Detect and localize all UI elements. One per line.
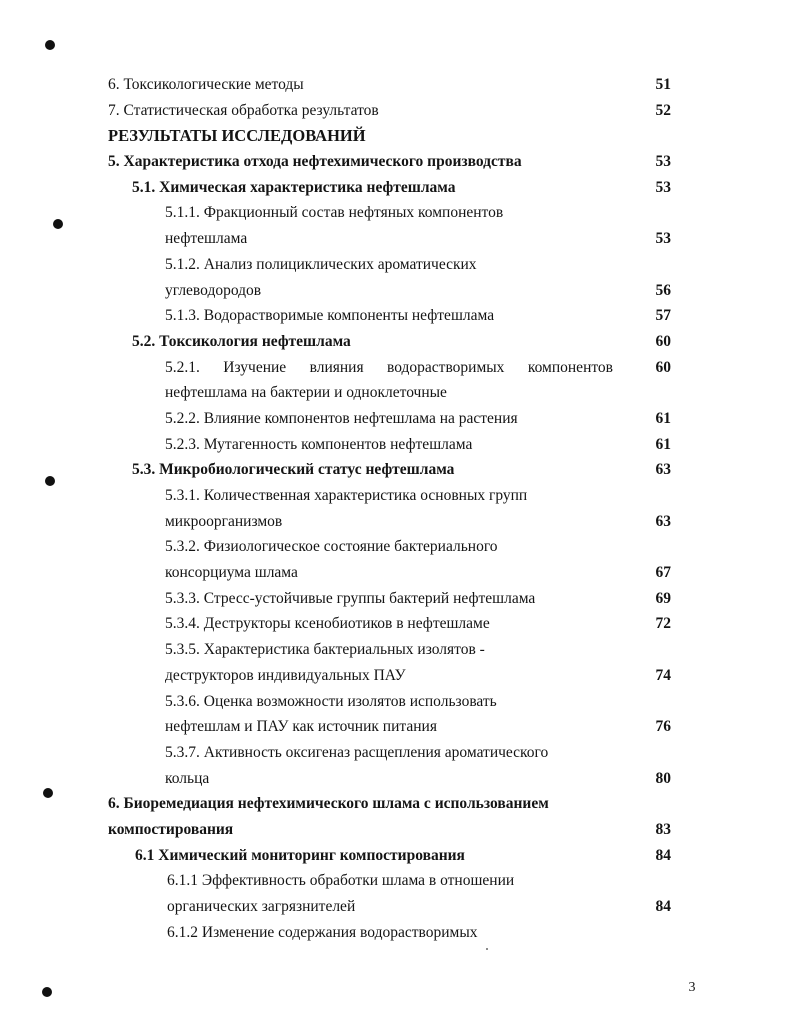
- toc-entry-page: 60: [655, 358, 671, 376]
- toc-entry-title: 5.1.2. Анализ полициклических ароматических: [165, 255, 477, 273]
- toc-entry: [0, 611, 797, 637]
- toc-entry: [0, 457, 797, 483]
- toc-entry-title: 6. Токсикологические методы: [108, 76, 304, 93]
- toc-entry-continuation: [0, 663, 797, 689]
- toc-entry-page: 60: [655, 332, 671, 350]
- toc-entry-title: кольца: [165, 769, 210, 787]
- toc-entry-page: 67: [655, 564, 671, 582]
- toc-entry-continuation: [0, 226, 797, 252]
- toc-entry-page: 74: [655, 666, 671, 684]
- toc-entry-title: 5.3.7. Активность оксигеназ расщепления ароматического: [165, 743, 549, 761]
- toc-entry-page: 56: [655, 281, 671, 299]
- toc-entry-page: 61: [655, 409, 671, 427]
- toc-entry-title: 5.3. Микробиологический статус нефтешлама: [132, 461, 455, 479]
- toc-entry: [0, 303, 797, 329]
- toc-entry-title: 5. Характеристика отхода нефтехимического производства: [108, 153, 522, 171]
- toc-entry-continuation: [0, 278, 797, 304]
- toc-entry-continuation: [0, 817, 797, 843]
- toc-entry: [0, 586, 797, 612]
- toc-entry-page: 63: [655, 461, 671, 479]
- toc-entry-continuation: [0, 380, 797, 406]
- toc-entry-continuation: [0, 560, 797, 586]
- toc-entry-title: 6.1 Химический мониторинг компостирования: [135, 846, 465, 864]
- toc-entry-page: 76: [655, 718, 671, 736]
- toc-entry-continuation: [0, 766, 797, 792]
- toc-entry-page: 72: [655, 615, 671, 633]
- toc-entry-title: 5.2.1. Изучение влияния водорастворимых компонентов: [165, 358, 613, 376]
- table-of-contents: [0, 72, 797, 945]
- toc-entry-title: компостирования: [108, 820, 234, 838]
- toc-entry-title: 5.3.6. Оценка возможности изолятов использовать: [165, 692, 497, 710]
- toc-entry: [0, 534, 797, 560]
- toc-entry: [0, 740, 797, 766]
- toc-entry-title: 6. Биоремедиация нефтехимического шлама с использованием: [108, 795, 549, 813]
- toc-entry-page: 84: [655, 846, 671, 864]
- toc-section-heading: [0, 123, 797, 149]
- toc-entry: [0, 329, 797, 355]
- toc-entry-title: 5.1.3. Водорастворимые компоненты нефтешлама: [165, 307, 495, 325]
- toc-entry: [0, 252, 797, 278]
- toc-entry-title: 5.3.5. Характеристика бактериальных изолятов -: [165, 641, 485, 659]
- toc-entry: [0, 175, 797, 201]
- toc-entry: [0, 637, 797, 663]
- toc-entry-title: 5.2.3. Мутагенность компонентов нефтешлама: [165, 435, 473, 453]
- toc-entry: [0, 791, 797, 817]
- toc-entry: [0, 406, 797, 432]
- toc-entry-page: 51: [655, 76, 671, 93]
- page-number: 3: [688, 980, 696, 995]
- toc-entry-page: 61: [655, 435, 671, 453]
- toc-entry-title: 5.2. Токсикология нефтешлама: [132, 332, 351, 350]
- toc-entry-title: РЕЗУЛЬТАТЫ ИССЛЕДОВАНИЙ: [108, 126, 366, 146]
- toc-entry-title: 5.3.1. Количественная характеристика основных групп: [165, 487, 528, 504]
- toc-entry: [0, 868, 797, 894]
- toc-entry-page: 53: [655, 230, 671, 248]
- toc-entry-continuation: [0, 714, 797, 740]
- toc-entry-page: 52: [655, 101, 671, 119]
- toc-entry-page: 53: [655, 153, 671, 171]
- toc-entry-continuation: [0, 509, 797, 535]
- toc-entry-page: 69: [655, 589, 671, 607]
- toc-entry: [0, 483, 797, 509]
- toc-entry-title: 5.3.3. Стресс-устойчивые группы бактерий нефтешлама: [165, 589, 536, 607]
- toc-entry-title: 5.3.4. Деструкторы ксенобиотиков в нефтешламе: [165, 615, 490, 633]
- scan-speck: [486, 948, 488, 950]
- toc-entry-title: 5.1.1. Фракционный состав нефтяных компонентов: [165, 204, 504, 222]
- toc-entry-title: органических загрязнителей: [167, 898, 356, 915]
- toc-entry-title: консорциума шлама: [165, 564, 298, 582]
- toc-entry-page: 53: [655, 178, 671, 196]
- toc-entry: [0, 149, 797, 175]
- toc-entry: [0, 689, 797, 715]
- toc-entry-page: 83: [655, 820, 671, 838]
- toc-entry-title: 5.2.2. Влияние компонентов нефтешлама на растения: [165, 409, 518, 427]
- toc-entry-title: нефтешлама на бактерии и одноклеточные: [165, 384, 447, 402]
- toc-entry: [0, 72, 797, 98]
- toc-entry: [0, 920, 797, 946]
- toc-entry-page: 84: [655, 898, 671, 915]
- toc-entry-title: 5.3.2. Физиологическое состояние бактериального: [165, 538, 498, 556]
- toc-entry: [0, 355, 797, 381]
- toc-entry-page: 80: [655, 769, 671, 787]
- toc-entry-title: нефтешлама: [165, 230, 248, 248]
- toc-entry-title: микроорганизмов: [165, 512, 283, 530]
- toc-entry: [0, 843, 797, 869]
- toc-entry-title: нефтешлам и ПАУ как источник питания: [165, 718, 437, 736]
- toc-entry: [0, 200, 797, 226]
- binding-hole-dot: [42, 987, 52, 997]
- binding-hole-dot: [45, 40, 55, 50]
- toc-entry: [0, 98, 797, 124]
- toc-entry-page: 57: [655, 307, 671, 325]
- toc-entry-page: 63: [655, 512, 671, 530]
- toc-entry-title: 6.1.2 Изменение содержания водорастворимых: [167, 923, 478, 941]
- toc-entry-title: углеводородов: [165, 281, 262, 299]
- toc-entry-title: 6.1.1 Эффективность обработки шлама в отношении: [167, 872, 515, 890]
- toc-entry-title: 5.1. Химическая характеристика нефтешлама: [132, 178, 456, 196]
- toc-entry-continuation: [0, 894, 797, 920]
- toc-entry-title: 7. Статистическая обработка результатов: [108, 101, 379, 119]
- toc-entry: [0, 432, 797, 458]
- toc-entry-title: деструкторов индивидуальных ПАУ: [165, 666, 406, 684]
